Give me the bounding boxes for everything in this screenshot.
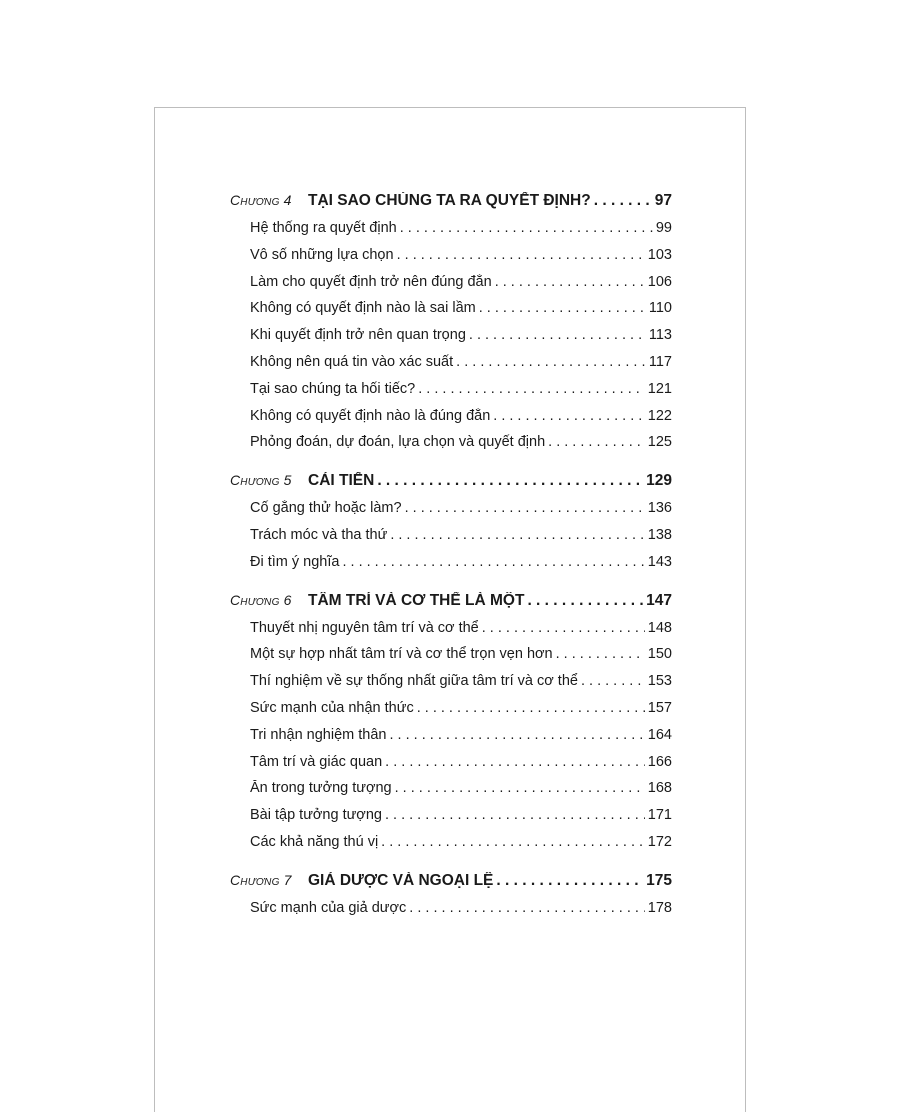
dot-leader — [385, 754, 645, 770]
chapter-label: Chương 6 — [230, 591, 292, 608]
entry-page: 138 — [647, 526, 672, 543]
dot-leader — [381, 834, 645, 850]
entry-page: 171 — [647, 807, 672, 824]
dot-leader — [469, 327, 646, 343]
entry-title: Phỏng đoán, dự đoán, lựa chọn và quyết định — [250, 434, 546, 451]
toc-entry[interactable] — [230, 900, 672, 927]
entry-title: Không có quyết định nào là sai lầm — [250, 300, 476, 317]
entry-page: 99 — [655, 220, 672, 236]
entry-page: 103 — [647, 246, 672, 263]
dot-leader — [496, 872, 643, 890]
dot-leader — [385, 807, 645, 823]
toc-entry[interactable] — [230, 381, 672, 408]
entry-title: Tri nhận nghiệm thân — [250, 726, 387, 743]
entry-page: 166 — [647, 753, 672, 770]
entry-page: 148 — [647, 619, 672, 636]
dot-leader — [482, 620, 645, 636]
chapter-title: TẠI SAO CHÚNG TA RA QUYẾT ĐỊNH? — [308, 192, 591, 209]
dot-leader — [594, 192, 652, 210]
chapter-page: 97 — [654, 192, 672, 209]
toc-entry[interactable] — [230, 834, 672, 861]
dot-leader — [342, 554, 644, 570]
entry-page: 110 — [648, 300, 672, 317]
entry-page: 168 — [647, 780, 672, 797]
dot-leader — [493, 408, 645, 424]
entry-page: 172 — [647, 833, 672, 850]
chapter-page: 129 — [646, 472, 672, 490]
toc-entry[interactable] — [230, 408, 672, 435]
entry-title: Sức mạnh của nhận thức — [250, 699, 414, 716]
toc-entry[interactable] — [230, 500, 672, 527]
dot-leader — [390, 727, 645, 743]
entry-page: 164 — [647, 726, 672, 743]
chapter-page: 147 — [646, 591, 672, 609]
entry-title: Tâm trí và giác quan — [250, 753, 383, 770]
entry-title: Trách móc và tha thứ — [250, 526, 388, 543]
entry-page: 122 — [647, 407, 672, 424]
toc-entry[interactable] — [230, 620, 672, 647]
entry-page: 178 — [647, 899, 672, 916]
chapter-heading[interactable] — [230, 192, 672, 220]
toc-entry[interactable] — [230, 220, 672, 247]
chapter-label: Chương 4 — [230, 192, 292, 208]
entry-title: Đi tìm ý nghĩa — [250, 553, 340, 570]
entry-page: 143 — [647, 553, 672, 570]
dot-leader — [417, 700, 645, 716]
entry-title: Bài tập tưởng tượng — [250, 807, 382, 824]
dot-leader — [390, 527, 644, 543]
toc-entry[interactable] — [230, 527, 672, 554]
entry-title: Cố gắng thử hoặc làm? — [250, 500, 402, 517]
entry-page: 153 — [647, 673, 672, 690]
dot-leader — [479, 300, 646, 316]
dot-leader — [548, 434, 645, 450]
entry-title: Các khả năng thú vị — [250, 833, 379, 850]
entry-page: 157 — [647, 699, 672, 716]
dot-leader — [405, 500, 645, 516]
toc-entry[interactable] — [230, 780, 672, 807]
chapter-label: Chương 5 — [230, 472, 292, 489]
chapter-heading[interactable] — [230, 472, 672, 500]
dot-leader — [395, 780, 645, 796]
chapter-title: GIẢ DƯỢC VÀ NGOẠI LỆ — [308, 871, 494, 889]
table-of-contents — [230, 192, 672, 927]
entry-title: Tại sao chúng ta hối tiếc? — [250, 380, 416, 397]
entry-page: 106 — [647, 273, 672, 290]
entry-page: 150 — [647, 646, 672, 663]
dot-leader — [456, 354, 646, 370]
dot-leader — [400, 220, 653, 236]
dot-leader — [527, 592, 643, 610]
toc-entry[interactable] — [230, 354, 672, 381]
toc-entry[interactable] — [230, 247, 672, 274]
toc-entry[interactable] — [230, 274, 672, 301]
chapter-heading[interactable] — [230, 592, 672, 620]
entry-page: 117 — [648, 353, 672, 370]
entry-title: Một sự hợp nhất tâm trí và cơ thể trọn vẹn hơn — [250, 646, 553, 663]
toc-entry[interactable] — [230, 434, 672, 461]
dot-leader — [397, 247, 645, 263]
entry-title: Thí nghiệm về sự thống nhất giữa tâm trí và cơ thể — [250, 673, 578, 690]
entry-title: Hệ thống ra quyết định — [250, 220, 397, 236]
dot-leader — [581, 673, 645, 689]
chapter-title: TÂM TRÍ VÀ CƠ THỂ LÀ MỘT — [308, 591, 525, 609]
toc-entry[interactable] — [230, 327, 672, 354]
toc-entry[interactable] — [230, 727, 672, 754]
entry-page: 113 — [648, 327, 672, 344]
entry-title: Thuyết nhị nguyên tâm trí và cơ thể — [250, 619, 479, 636]
entry-page: 121 — [647, 380, 672, 397]
toc-entry[interactable] — [230, 807, 672, 834]
toc-entry[interactable] — [230, 754, 672, 781]
dot-leader — [556, 646, 645, 662]
entry-title: Không nên quá tin vào xác suất — [250, 353, 454, 370]
chapter-heading[interactable] — [230, 872, 672, 900]
entry-page: 125 — [647, 434, 672, 451]
toc-entry[interactable] — [230, 700, 672, 727]
chapter-title: CẢI TIẾN — [308, 472, 375, 490]
entry-page: 136 — [647, 500, 672, 517]
toc-entry[interactable] — [230, 554, 672, 581]
dot-leader — [409, 900, 645, 916]
entry-title: Không có quyết định nào là đúng đắn — [250, 407, 491, 424]
entry-title: Làm cho quyết định trở nên đúng đắn — [250, 273, 492, 290]
toc-entry[interactable] — [230, 646, 672, 673]
entry-title: Sức mạnh của giả dược — [250, 899, 407, 916]
entry-title: Khi quyết định trở nên quan trọng — [250, 327, 466, 344]
dot-leader — [495, 274, 645, 290]
toc-entry[interactable] — [230, 300, 672, 327]
entry-title: Ăn trong tưởng tượng — [250, 780, 392, 797]
chapter-page: 175 — [646, 871, 672, 889]
dot-leader — [418, 381, 645, 397]
entry-title: Vô số những lựa chọn — [250, 246, 394, 263]
chapter-label: Chương 7 — [230, 871, 292, 888]
dot-leader — [377, 472, 643, 490]
toc-entry[interactable] — [230, 673, 672, 700]
